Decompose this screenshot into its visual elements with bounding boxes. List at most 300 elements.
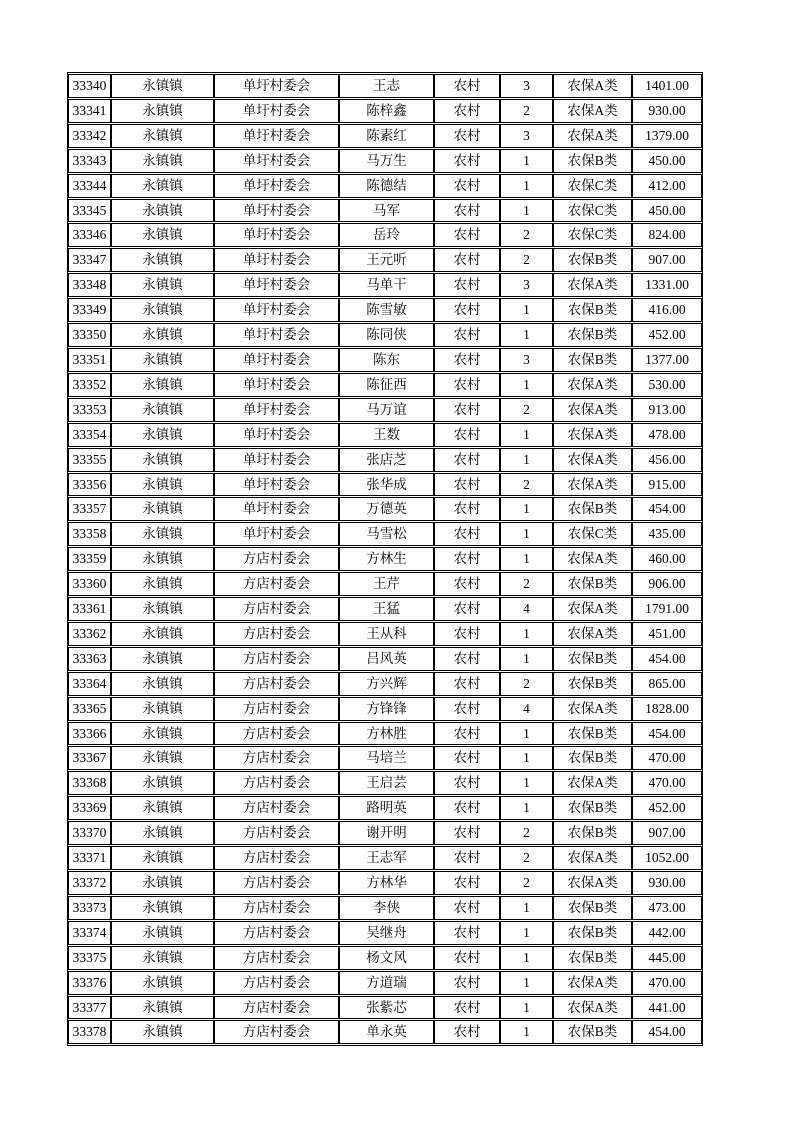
town-cell: 永镇镇 (111, 497, 214, 521)
town-cell: 永镇镇 (111, 996, 214, 1020)
family-count-cell: 1 (500, 423, 553, 447)
town-cell: 永镇镇 (111, 199, 214, 223)
family-count-cell: 1 (500, 448, 553, 472)
person-name-cell: 王志 (339, 74, 434, 98)
table-row (68, 373, 702, 397)
person-name-cell: 杨文风 (339, 946, 434, 970)
insurance-category-cell: 农保C类 (553, 174, 632, 198)
person-name-cell: 陈征西 (339, 373, 434, 397)
record-id-cell: 33345 (68, 199, 111, 223)
household-type-cell: 农村 (434, 746, 500, 770)
record-id-cell: 33365 (68, 697, 111, 721)
insurance-category-cell: 农保B类 (553, 298, 632, 322)
village-committee-cell: 方店村委会 (214, 746, 339, 770)
insurance-category-cell: 农保C类 (553, 522, 632, 546)
amount-cell: 930.00 (632, 871, 702, 895)
record-id-cell: 33368 (68, 771, 111, 795)
town-cell: 永镇镇 (111, 149, 214, 173)
insurance-category-cell: 农保B类 (553, 672, 632, 696)
amount-cell: 412.00 (632, 174, 702, 198)
person-name-cell: 谢开明 (339, 821, 434, 845)
village-committee-cell: 单圩村委会 (214, 373, 339, 397)
amount-cell: 530.00 (632, 373, 702, 397)
record-id-cell: 33377 (68, 996, 111, 1020)
village-committee-cell: 方店村委会 (214, 697, 339, 721)
table-row (68, 298, 702, 322)
town-cell: 永镇镇 (111, 647, 214, 671)
household-type-cell: 农村 (434, 373, 500, 397)
record-id-cell: 33352 (68, 373, 111, 397)
table-row (68, 248, 702, 272)
town-cell: 永镇镇 (111, 846, 214, 870)
family-count-cell: 1 (500, 921, 553, 945)
family-count-cell: 1 (500, 647, 553, 671)
person-name-cell: 王元听 (339, 248, 434, 272)
family-count-cell: 1 (500, 149, 553, 173)
table-row (68, 921, 702, 945)
insurance-category-cell: 农保A类 (553, 547, 632, 571)
insurance-category-cell: 农保A类 (553, 398, 632, 422)
village-committee-cell: 方店村委会 (214, 796, 339, 820)
person-name-cell: 万德英 (339, 497, 434, 521)
family-count-cell: 1 (500, 298, 553, 322)
household-type-cell: 农村 (434, 223, 500, 247)
person-name-cell: 马单干 (339, 273, 434, 297)
town-cell: 永镇镇 (111, 896, 214, 920)
record-id-cell: 33371 (68, 846, 111, 870)
insurance-category-cell: 农保A类 (553, 473, 632, 497)
table-row (68, 448, 702, 472)
household-type-cell: 农村 (434, 448, 500, 472)
table-row (68, 597, 702, 621)
family-count-cell: 1 (500, 896, 553, 920)
record-id-cell: 33343 (68, 149, 111, 173)
amount-cell: 930.00 (632, 99, 702, 123)
household-type-cell: 农村 (434, 423, 500, 447)
amount-cell: 913.00 (632, 398, 702, 422)
household-type-cell: 农村 (434, 124, 500, 148)
insurance-category-cell: 农保B类 (553, 497, 632, 521)
village-committee-cell: 单圩村委会 (214, 74, 339, 98)
family-count-cell: 1 (500, 771, 553, 795)
amount-cell: 451.00 (632, 622, 702, 646)
village-committee-cell: 方店村委会 (214, 871, 339, 895)
family-count-cell: 1 (500, 796, 553, 820)
family-count-cell: 4 (500, 597, 553, 621)
table-row (68, 522, 702, 546)
insurance-category-cell: 农保A类 (553, 448, 632, 472)
village-committee-cell: 单圩村委会 (214, 248, 339, 272)
person-name-cell: 方林华 (339, 871, 434, 895)
amount-cell: 445.00 (632, 946, 702, 970)
family-count-cell: 2 (500, 871, 553, 895)
person-name-cell: 张华成 (339, 473, 434, 497)
table-row (68, 273, 702, 297)
insurance-category-cell: 农保A类 (553, 996, 632, 1020)
village-committee-cell: 单圩村委会 (214, 398, 339, 422)
table-row (68, 199, 702, 223)
person-name-cell: 吴继舟 (339, 921, 434, 945)
amount-cell: 454.00 (632, 647, 702, 671)
table-row (68, 473, 702, 497)
village-committee-cell: 方店村委会 (214, 846, 339, 870)
insurance-category-cell: 农保B类 (553, 323, 632, 347)
insurance-category-cell: 农保A类 (553, 697, 632, 721)
family-count-cell: 1 (500, 971, 553, 995)
table-row (68, 497, 702, 521)
person-name-cell: 单永英 (339, 1020, 434, 1044)
village-committee-cell: 单圩村委会 (214, 448, 339, 472)
household-type-cell: 农村 (434, 1020, 500, 1044)
record-id-cell: 33356 (68, 473, 111, 497)
town-cell: 永镇镇 (111, 298, 214, 322)
insurance-category-cell: 农保A类 (553, 99, 632, 123)
insurance-category-cell: 农保B类 (553, 149, 632, 173)
record-id-cell: 33342 (68, 124, 111, 148)
record-id-cell: 33369 (68, 796, 111, 820)
village-committee-cell: 方店村委会 (214, 622, 339, 646)
household-type-cell: 农村 (434, 99, 500, 123)
table-row (68, 149, 702, 173)
record-id-cell: 33378 (68, 1020, 111, 1044)
table-row (68, 796, 702, 820)
amount-cell: 1331.00 (632, 273, 702, 297)
town-cell: 永镇镇 (111, 722, 214, 746)
town-cell: 永镇镇 (111, 672, 214, 696)
amount-cell: 907.00 (632, 248, 702, 272)
person-name-cell: 方兴辉 (339, 672, 434, 696)
insurance-category-cell: 农保B类 (553, 722, 632, 746)
record-id-cell: 33375 (68, 946, 111, 970)
town-cell: 永镇镇 (111, 746, 214, 770)
table-row (68, 896, 702, 920)
record-id-cell: 33351 (68, 348, 111, 372)
record-id-cell: 33344 (68, 174, 111, 198)
family-count-cell: 1 (500, 199, 553, 223)
town-cell: 永镇镇 (111, 248, 214, 272)
table-row (68, 423, 702, 447)
record-id-cell: 33353 (68, 398, 111, 422)
household-type-cell: 农村 (434, 522, 500, 546)
person-name-cell: 李侠 (339, 896, 434, 920)
record-id-cell: 33355 (68, 448, 111, 472)
town-cell: 永镇镇 (111, 323, 214, 347)
insurance-category-cell: 农保A类 (553, 273, 632, 297)
amount-cell: 441.00 (632, 996, 702, 1020)
insurance-category-cell: 农保A类 (553, 846, 632, 870)
household-type-cell: 农村 (434, 473, 500, 497)
town-cell: 永镇镇 (111, 423, 214, 447)
insurance-category-cell: 农保A类 (553, 771, 632, 795)
household-type-cell: 农村 (434, 771, 500, 795)
insurance-category-cell: 农保A类 (553, 871, 632, 895)
village-committee-cell: 单圩村委会 (214, 348, 339, 372)
person-name-cell: 马万生 (339, 149, 434, 173)
household-type-cell: 农村 (434, 273, 500, 297)
person-name-cell: 王从科 (339, 622, 434, 646)
town-cell: 永镇镇 (111, 273, 214, 297)
person-name-cell: 陈素红 (339, 124, 434, 148)
family-count-cell: 2 (500, 572, 553, 596)
table-row (68, 846, 702, 870)
town-cell: 永镇镇 (111, 597, 214, 621)
village-committee-cell: 方店村委会 (214, 896, 339, 920)
record-id-cell: 33360 (68, 572, 111, 596)
table-row (68, 771, 702, 795)
household-type-cell: 农村 (434, 149, 500, 173)
town-cell: 永镇镇 (111, 796, 214, 820)
record-id-cell: 33347 (68, 248, 111, 272)
record-id-cell: 33373 (68, 896, 111, 920)
household-type-cell: 农村 (434, 398, 500, 422)
amount-cell: 416.00 (632, 298, 702, 322)
record-id-cell: 33374 (68, 921, 111, 945)
household-type-cell: 农村 (434, 896, 500, 920)
record-id-cell: 33366 (68, 722, 111, 746)
amount-cell: 915.00 (632, 473, 702, 497)
table-row (68, 996, 702, 1020)
table-row (68, 174, 702, 198)
amount-cell: 452.00 (632, 323, 702, 347)
table-body (68, 74, 702, 1044)
table-row (68, 124, 702, 148)
insurance-category-cell: 农保B类 (553, 348, 632, 372)
town-cell: 永镇镇 (111, 572, 214, 596)
family-count-cell: 3 (500, 74, 553, 98)
town-cell: 永镇镇 (111, 921, 214, 945)
insurance-category-cell: 农保B类 (553, 796, 632, 820)
household-type-cell: 农村 (434, 74, 500, 98)
person-name-cell: 马雪松 (339, 522, 434, 546)
household-type-cell: 农村 (434, 174, 500, 198)
person-name-cell: 王启芸 (339, 771, 434, 795)
amount-cell: 473.00 (632, 896, 702, 920)
household-type-cell: 农村 (434, 821, 500, 845)
household-type-cell: 农村 (434, 572, 500, 596)
town-cell: 永镇镇 (111, 697, 214, 721)
person-name-cell: 马军 (339, 199, 434, 223)
family-count-cell: 1 (500, 323, 553, 347)
amount-cell: 1401.00 (632, 74, 702, 98)
person-name-cell: 王数 (339, 423, 434, 447)
village-committee-cell: 单圩村委会 (214, 223, 339, 247)
village-committee-cell: 单圩村委会 (214, 473, 339, 497)
record-id-cell: 33340 (68, 74, 111, 98)
table-row (68, 398, 702, 422)
amount-cell: 824.00 (632, 223, 702, 247)
person-name-cell: 陈德结 (339, 174, 434, 198)
family-count-cell: 1 (500, 722, 553, 746)
record-id-cell: 33346 (68, 223, 111, 247)
amount-cell: 478.00 (632, 423, 702, 447)
amount-cell: 1052.00 (632, 846, 702, 870)
amount-cell: 907.00 (632, 821, 702, 845)
person-name-cell: 岳玲 (339, 223, 434, 247)
insurance-category-cell: 农保B类 (553, 896, 632, 920)
amount-cell: 1377.00 (632, 348, 702, 372)
family-count-cell: 2 (500, 473, 553, 497)
amount-cell: 454.00 (632, 1020, 702, 1044)
insurance-category-cell: 农保A类 (553, 597, 632, 621)
table-row (68, 746, 702, 770)
village-committee-cell: 单圩村委会 (214, 199, 339, 223)
family-count-cell: 1 (500, 746, 553, 770)
amount-cell: 442.00 (632, 921, 702, 945)
family-count-cell: 2 (500, 248, 553, 272)
household-type-cell: 农村 (434, 996, 500, 1020)
family-count-cell: 1 (500, 622, 553, 646)
amount-cell: 1791.00 (632, 597, 702, 621)
record-id-cell: 33359 (68, 547, 111, 571)
village-committee-cell: 方店村委会 (214, 722, 339, 746)
insurance-category-cell: 农保B类 (553, 248, 632, 272)
village-committee-cell: 方店村委会 (214, 672, 339, 696)
household-type-cell: 农村 (434, 647, 500, 671)
person-name-cell: 方道瑞 (339, 971, 434, 995)
table-row (68, 697, 702, 721)
town-cell: 永镇镇 (111, 1020, 214, 1044)
village-committee-cell: 方店村委会 (214, 821, 339, 845)
family-count-cell: 3 (500, 273, 553, 297)
village-committee-cell: 方店村委会 (214, 771, 339, 795)
person-name-cell: 张紫芯 (339, 996, 434, 1020)
record-id-cell: 33354 (68, 423, 111, 447)
table-row (68, 647, 702, 671)
family-count-cell: 2 (500, 398, 553, 422)
town-cell: 永镇镇 (111, 124, 214, 148)
amount-cell: 1828.00 (632, 697, 702, 721)
record-id-cell: 33372 (68, 871, 111, 895)
household-type-cell: 农村 (434, 597, 500, 621)
village-committee-cell: 方店村委会 (214, 946, 339, 970)
family-count-cell: 1 (500, 996, 553, 1020)
family-count-cell: 2 (500, 846, 553, 870)
village-committee-cell: 方店村委会 (214, 597, 339, 621)
amount-cell: 435.00 (632, 522, 702, 546)
amount-cell: 454.00 (632, 722, 702, 746)
insurance-category-cell: 农保A类 (553, 74, 632, 98)
table-row (68, 871, 702, 895)
table-row (68, 572, 702, 596)
insurance-category-cell: 农保A类 (553, 971, 632, 995)
family-count-cell: 1 (500, 174, 553, 198)
town-cell: 永镇镇 (111, 522, 214, 546)
person-name-cell: 吕风英 (339, 647, 434, 671)
amount-cell: 450.00 (632, 199, 702, 223)
village-committee-cell: 方店村委会 (214, 921, 339, 945)
family-count-cell: 3 (500, 348, 553, 372)
record-id-cell: 33348 (68, 273, 111, 297)
household-type-cell: 农村 (434, 871, 500, 895)
town-cell: 永镇镇 (111, 174, 214, 198)
insurance-category-cell: 农保C类 (553, 223, 632, 247)
table-row (68, 547, 702, 571)
record-id-cell: 33362 (68, 622, 111, 646)
amount-cell: 470.00 (632, 771, 702, 795)
insurance-category-cell: 农保B类 (553, 946, 632, 970)
village-committee-cell: 方店村委会 (214, 572, 339, 596)
household-type-cell: 农村 (434, 846, 500, 870)
insurance-category-cell: 农保A类 (553, 423, 632, 447)
family-count-cell: 1 (500, 373, 553, 397)
family-count-cell: 1 (500, 1020, 553, 1044)
family-count-cell: 4 (500, 697, 553, 721)
amount-cell: 460.00 (632, 547, 702, 571)
record-id-cell: 33357 (68, 497, 111, 521)
amount-cell: 1379.00 (632, 124, 702, 148)
record-id-cell: 33361 (68, 597, 111, 621)
table-row (68, 1020, 702, 1044)
household-type-cell: 农村 (434, 348, 500, 372)
family-count-cell: 2 (500, 672, 553, 696)
family-count-cell: 1 (500, 522, 553, 546)
person-name-cell: 张店芝 (339, 448, 434, 472)
household-type-cell: 农村 (434, 323, 500, 347)
town-cell: 永镇镇 (111, 448, 214, 472)
table-row (68, 722, 702, 746)
person-name-cell: 陈东 (339, 348, 434, 372)
person-name-cell: 方林生 (339, 547, 434, 571)
village-committee-cell: 单圩村委会 (214, 149, 339, 173)
village-committee-cell: 方店村委会 (214, 547, 339, 571)
village-committee-cell: 单圩村委会 (214, 273, 339, 297)
household-type-cell: 农村 (434, 722, 500, 746)
village-committee-cell: 方店村委会 (214, 971, 339, 995)
household-type-cell: 农村 (434, 497, 500, 521)
record-id-cell: 33341 (68, 99, 111, 123)
amount-cell: 454.00 (632, 497, 702, 521)
amount-cell: 456.00 (632, 448, 702, 472)
table-row (68, 946, 702, 970)
person-name-cell: 陈雪敏 (339, 298, 434, 322)
village-committee-cell: 单圩村委会 (214, 323, 339, 347)
village-committee-cell: 单圩村委会 (214, 497, 339, 521)
town-cell: 永镇镇 (111, 771, 214, 795)
table-row (68, 622, 702, 646)
family-count-cell: 2 (500, 99, 553, 123)
record-id-cell: 33367 (68, 746, 111, 770)
table-row (68, 323, 702, 347)
person-name-cell: 陈梓鑫 (339, 99, 434, 123)
insurance-category-cell: 农保A类 (553, 622, 632, 646)
person-name-cell: 方林胜 (339, 722, 434, 746)
insurance-category-cell: 农保B类 (553, 821, 632, 845)
household-type-cell: 农村 (434, 199, 500, 223)
insurance-category-cell: 农保B类 (553, 572, 632, 596)
village-committee-cell: 单圩村委会 (214, 423, 339, 447)
insurance-category-cell: 农保B类 (553, 1020, 632, 1044)
town-cell: 永镇镇 (111, 871, 214, 895)
person-name-cell: 王猛 (339, 597, 434, 621)
insurance-category-cell: 农保B类 (553, 647, 632, 671)
family-count-cell: 1 (500, 497, 553, 521)
village-committee-cell: 单圩村委会 (214, 522, 339, 546)
town-cell: 永镇镇 (111, 74, 214, 98)
insurance-category-cell: 农保B类 (553, 746, 632, 770)
town-cell: 永镇镇 (111, 547, 214, 571)
household-type-cell: 农村 (434, 672, 500, 696)
subsidy-table (67, 72, 703, 1046)
record-id-cell: 33350 (68, 323, 111, 347)
person-name-cell: 方锋锋 (339, 697, 434, 721)
household-type-cell: 农村 (434, 697, 500, 721)
record-id-cell: 33349 (68, 298, 111, 322)
town-cell: 永镇镇 (111, 946, 214, 970)
town-cell: 永镇镇 (111, 348, 214, 372)
table-row (68, 821, 702, 845)
person-name-cell: 陈同侠 (339, 323, 434, 347)
record-id-cell: 33358 (68, 522, 111, 546)
